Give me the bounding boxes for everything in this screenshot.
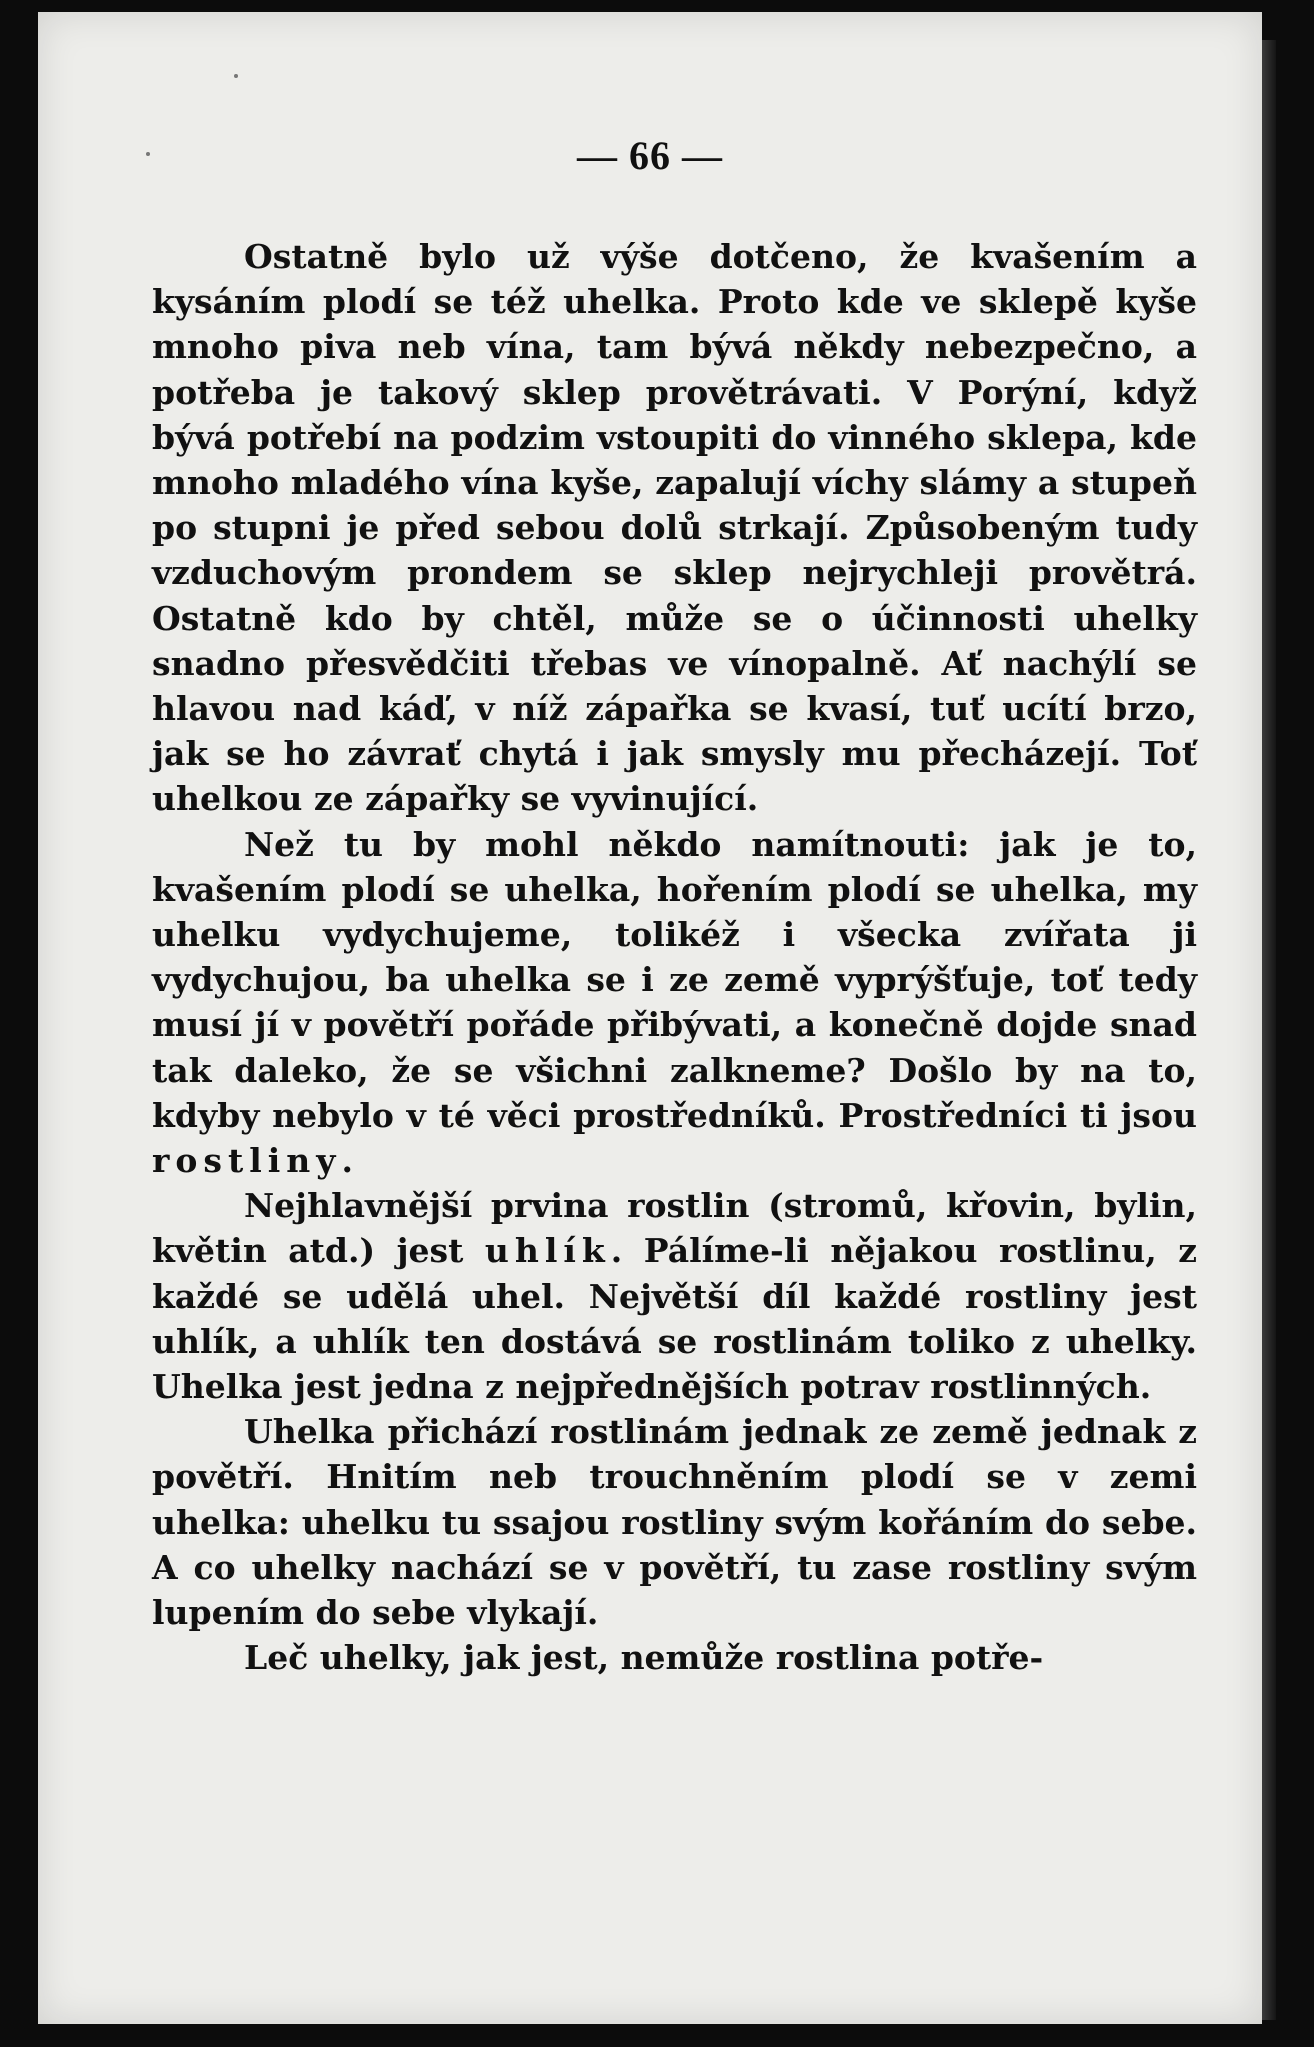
paper-speck	[234, 74, 238, 78]
page-number: — 66 —	[577, 133, 723, 178]
paper-speck	[146, 152, 150, 156]
paragraph-2-end: .	[341, 1141, 353, 1181]
paragraph-3-end: . Pálíme-li nějakou rostlinu, z každé se udělá uhel. Největší díl každé rostliny jest uhlík, a uhlík ten dostává se rostlinám toliko z uhelky. Uhelka jest jedna z nejpřednějších potrav rostlinných.	[152, 1231, 1197, 1407]
page-edge	[1262, 40, 1276, 2020]
emphasis-rostliny: rostliny	[152, 1141, 342, 1181]
paragraph-5: Leč uhelky, jak jest, nemůže rostlina potře-	[244, 1638, 1044, 1678]
body-text	[152, 234, 1197, 1681]
paragraph-2-text: Než tu by mohl někdo namítnouti: jak je to, kvašením plodí se uhelka, hořením plodí se uhelka, my uhelku vydychujeme, tolikéž i všecka zvířata ji vydychujou, ba uhelka se i ze země vyprýšťuje, toť tedy musí jí v povětří pořáde přibývati, a konečně dojde snad tak daleko, že se všichni zalkneme? Došlo by na to, kdyby nebylo v té věci prostředníků. Prostředníci ti jsou	[152, 824, 1197, 1135]
paragraph-2	[152, 822, 1197, 1184]
emphasis-uhlik: uhlík	[484, 1231, 611, 1271]
paragraph-4: Uhelka přichází rostlinám jednak ze země jednak z povětří. Hnitím neb trouchněním plodí se v zemi uhelka: uhelku tu ssajou rostliny svým kořáním do sebe. A co uhelky nachází se v povětří, tu zase rostliny svým lupením do sebe vlykají.	[152, 1412, 1197, 1633]
paragraph-1: Ostatně bylo už výše dotčeno, že kvašením a kysáním plodí se též uhelka. Proto kde ve sklepě kyše mnoho piva neb vína, tam bývá někdy nebezpečno, a potřeba je takový sklep provětrávati. V Porýní, když bývá potřebí na podzim vstoupiti do vinného sklepa, kde mnoho mladého vína kyše, zapalují víchy slámy a stupeň po stupni je před sebou dolů strkají. Způsobeným tudy vzduchovým prondem se sklep nejrychleji provětrá. Ostatně kdo by chtěl, může se o účinnosti uhelky snadno přesvědčiti třebas ve vínopalně. Ať nachýlí se hlavou nad káď, v níž zápařka se kvasí, tuť ucítí brzo, jak se ho závrať chytá i jak smysly mu přecházejí. Toť uhelkou ze zápařky se vyvinující.	[152, 237, 1197, 819]
paragraph-3-text: Nejhlavnější prvina rostlin (stromů, křovin, bylin, květin atd.) jest	[152, 1186, 1197, 1271]
paragraph-3	[152, 1183, 1197, 1409]
